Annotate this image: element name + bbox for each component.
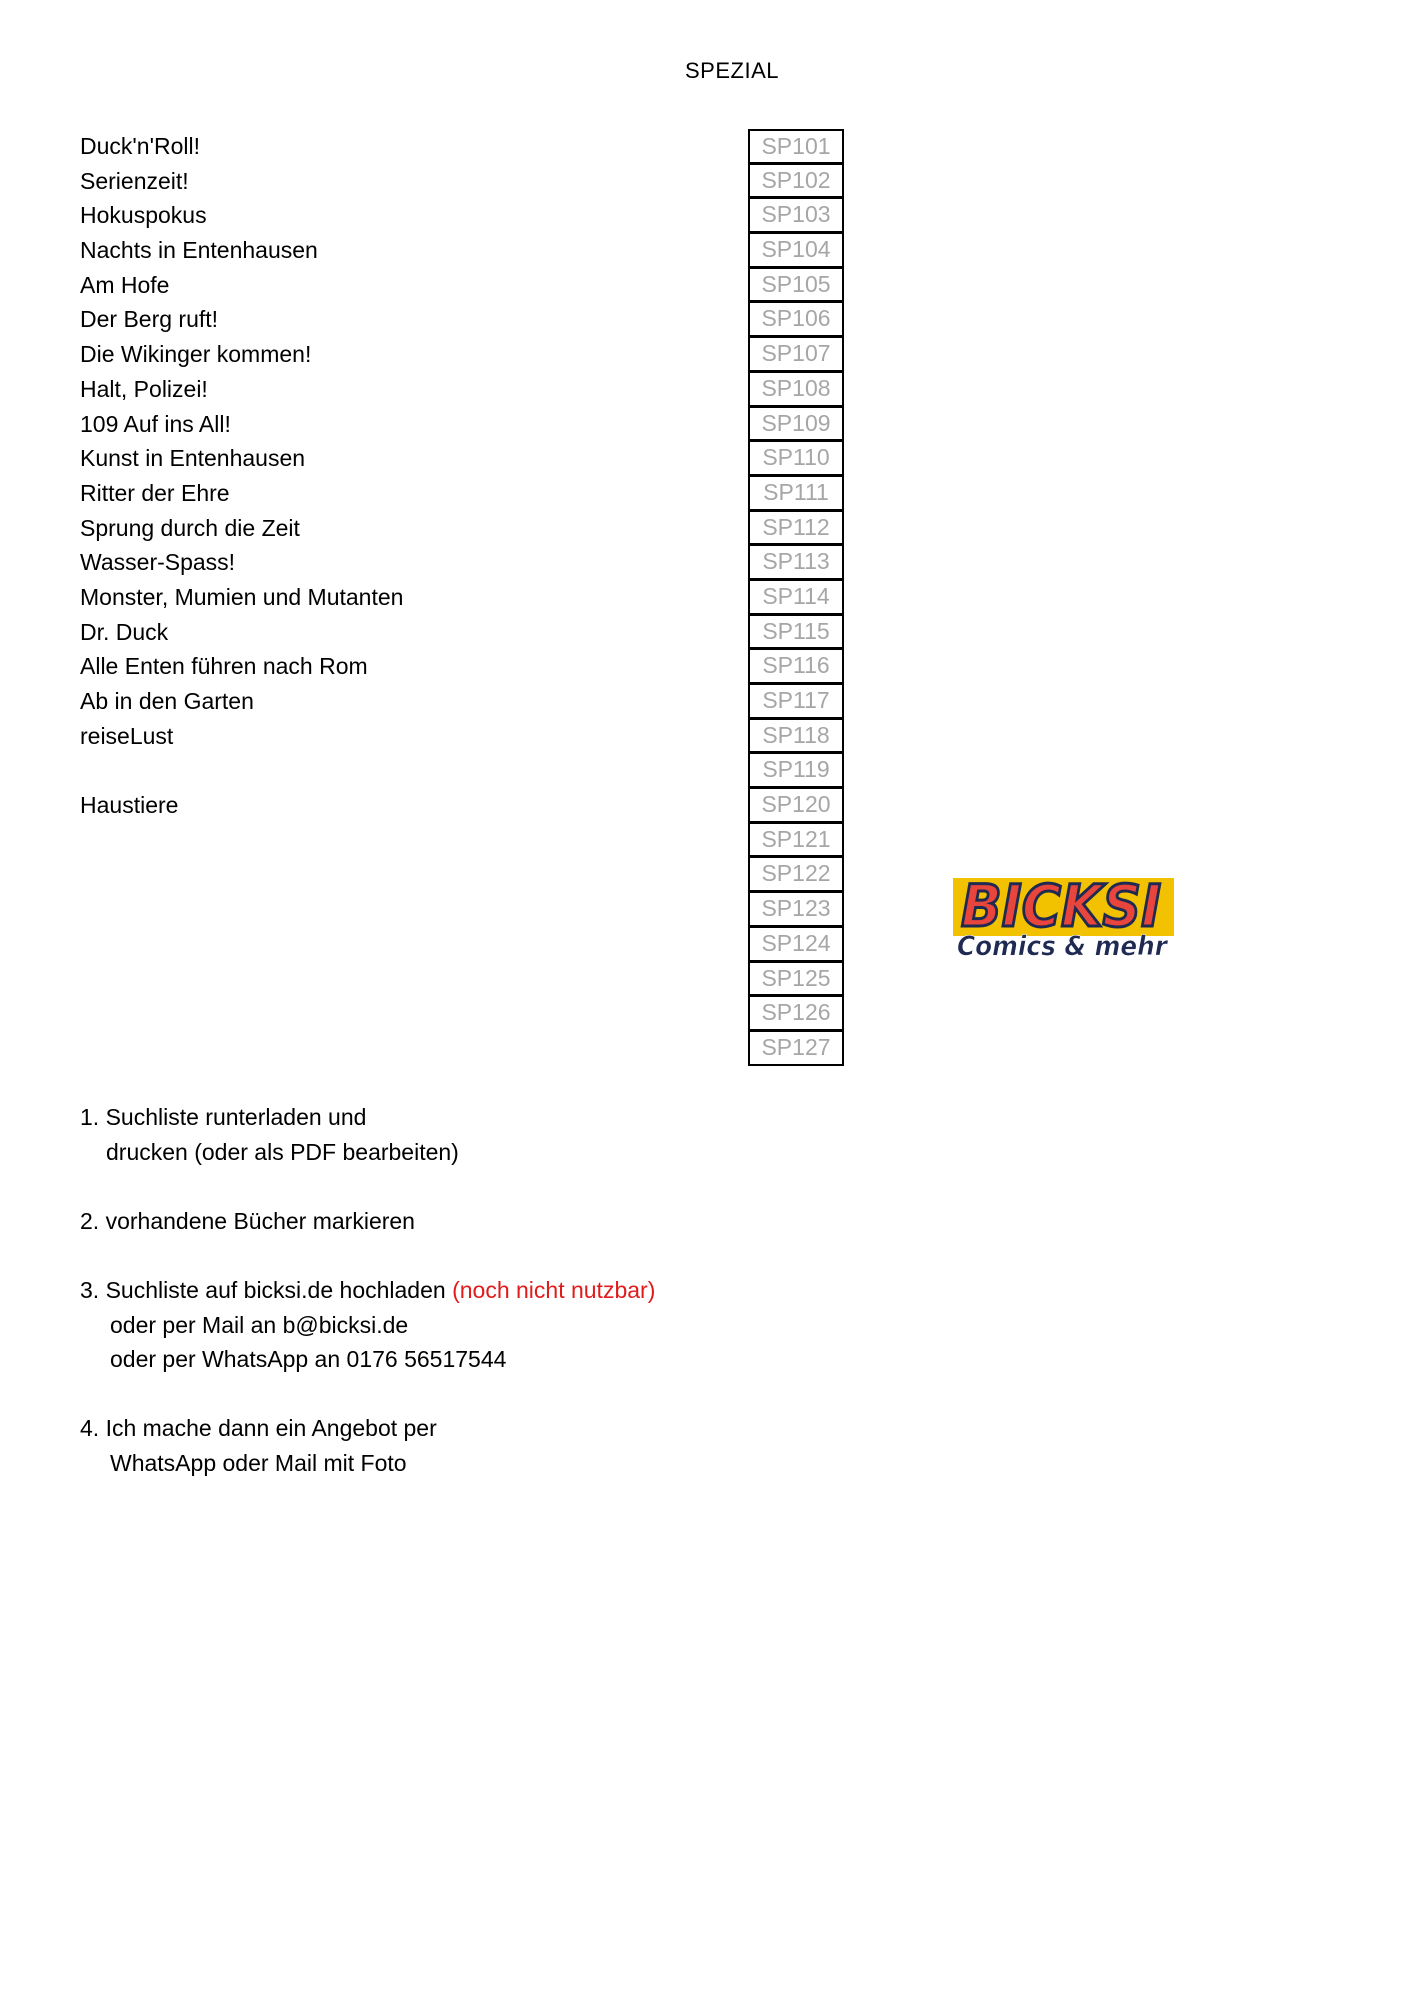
checklist-row	[80, 337, 850, 372]
row-title: Wasser-Spass!	[80, 549, 236, 576]
row-code-box[interactable]: SP104	[748, 233, 844, 268]
logo-brand-text: BICKSI	[961, 872, 1161, 940]
row-code-box[interactable]: SP101	[748, 129, 844, 164]
row-title: 109 Auf ins All!	[80, 410, 231, 437]
row-title: Ritter der Ehre	[80, 479, 230, 506]
row-code-box[interactable]: SP102	[748, 164, 844, 199]
checklist-row	[80, 1031, 850, 1066]
row-code-box[interactable]: SP118	[748, 719, 844, 754]
logo-graphic	[953, 860, 1174, 963]
row-title: Monster, Mumien und Mutanten	[80, 583, 404, 610]
checklist-row	[80, 753, 850, 788]
checklist-row	[80, 372, 850, 407]
step4-line1: 4. Ich mache dann ein Angebot per	[80, 1415, 437, 1442]
row-title: Hokuspokus	[80, 202, 207, 229]
instruction-step-4	[80, 1411, 980, 1480]
row-code-box[interactable]: SP120	[748, 788, 844, 823]
checklist-row	[80, 441, 850, 476]
checklist-row	[80, 268, 850, 303]
row-title: Am Hofe	[80, 271, 170, 298]
checklist-row	[80, 719, 850, 754]
row-code-box[interactable]: SP119	[748, 753, 844, 788]
step2-line1: 2. vorhandene Bücher markieren	[80, 1207, 415, 1234]
instruction-step-2	[80, 1204, 980, 1239]
row-title: Halt, Polizei!	[80, 375, 208, 402]
row-code-box[interactable]: SP111	[748, 476, 844, 511]
page-title: SPEZIAL	[685, 58, 779, 83]
checklist-row	[80, 545, 850, 580]
checklist-row	[80, 649, 850, 684]
checklist	[80, 129, 850, 1066]
row-code-box[interactable]: SP107	[748, 337, 844, 372]
row-code-box[interactable]: SP103	[748, 198, 844, 233]
row-title: Nachts in Entenhausen	[80, 237, 318, 264]
checklist-row	[80, 892, 850, 927]
instructions	[80, 1100, 980, 1515]
checklist-row	[80, 129, 850, 164]
step3-line2: oder per Mail an b@bicksi.de	[110, 1311, 409, 1338]
row-code-box[interactable]: SP109	[748, 407, 844, 442]
row-code-box[interactable]: SP125	[748, 962, 844, 997]
step1-line1: 1. Suchliste runterladen und	[80, 1104, 367, 1130]
row-title: Die Wikinger kommen!	[80, 341, 312, 368]
row-code-box[interactable]: SP127	[748, 1031, 844, 1066]
row-code-box[interactable]: SP114	[748, 580, 844, 615]
logo-tagline-text: Comics & mehr	[957, 931, 1169, 962]
row-title: Ab in den Garten	[80, 688, 254, 714]
row-code-box[interactable]: SP122	[748, 857, 844, 892]
row-code-box[interactable]: SP116	[748, 649, 844, 684]
checklist-row	[80, 927, 850, 962]
checklist-row	[80, 407, 850, 442]
bicksi-logo-icon	[953, 860, 1174, 963]
checklist-row	[80, 615, 850, 650]
row-code-box[interactable]: SP121	[748, 823, 844, 858]
checklist-row	[80, 164, 850, 199]
checklist-row	[80, 198, 850, 233]
row-code-box[interactable]: SP106	[748, 302, 844, 337]
row-title: Sprung durch die Zeit	[80, 514, 300, 541]
row-title: Der Berg ruft!	[80, 306, 219, 333]
row-code-box[interactable]: SP105	[748, 268, 844, 303]
checklist-row	[80, 233, 850, 268]
row-title: Dr. Duck	[80, 618, 169, 645]
step3-line1	[80, 1273, 980, 1308]
checklist-row	[80, 823, 850, 858]
step4-line2: WhatsApp oder Mail mit Foto	[110, 1449, 407, 1476]
checklist-row	[80, 580, 850, 615]
checklist-row	[80, 857, 850, 892]
row-code-box[interactable]: SP108	[748, 372, 844, 407]
row-title: Duck'n'Roll!	[80, 133, 200, 159]
checklist-row	[80, 788, 850, 823]
row-code-box[interactable]: SP115	[748, 615, 844, 650]
instruction-step-3	[80, 1273, 980, 1377]
row-code-box[interactable]: SP123	[748, 892, 844, 927]
checklist-row	[80, 511, 850, 546]
not-yet-usable-note: (noch nicht nutzbar)	[452, 1276, 656, 1303]
row-code-box[interactable]: SP113	[748, 545, 844, 580]
checklist-row	[80, 962, 850, 997]
step3-line3: oder per WhatsApp an 0176 56517544	[110, 1346, 507, 1373]
row-title: Kunst in Entenhausen	[80, 445, 306, 472]
instruction-step-1	[80, 1100, 980, 1169]
row-title: reiseLust	[80, 722, 174, 749]
step1-line2: drucken (oder als PDF bearbeiten)	[106, 1138, 459, 1165]
checklist-row	[80, 996, 850, 1031]
checklist-row	[80, 684, 850, 719]
row-title: Serienzeit!	[80, 167, 189, 194]
step3-line1-text: 3. Suchliste auf bicksi.de hochladen	[80, 1276, 446, 1303]
row-title: Haustiere	[80, 792, 179, 819]
checklist-row	[80, 302, 850, 337]
row-code-box[interactable]: SP110	[748, 441, 844, 476]
row-code-box[interactable]: SP117	[748, 684, 844, 719]
row-code-box[interactable]: SP112	[748, 511, 844, 546]
row-code-box[interactable]: SP126	[748, 996, 844, 1031]
row-code-box[interactable]: SP124	[748, 927, 844, 962]
row-title: Alle Enten führen nach Rom	[80, 653, 368, 680]
checklist-row	[80, 476, 850, 511]
